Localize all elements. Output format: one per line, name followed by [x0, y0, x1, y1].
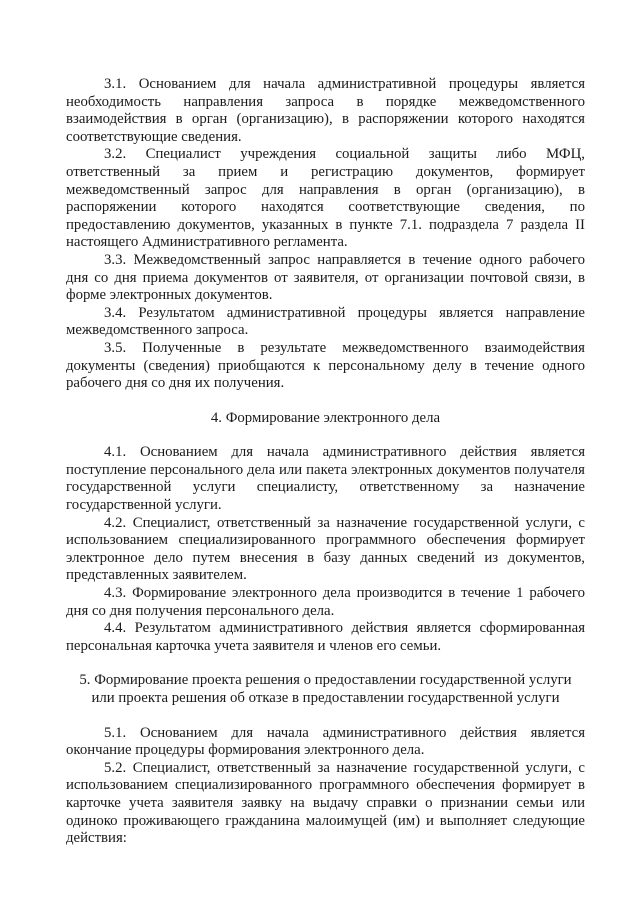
paragraph-3-1: 3.1. Основанием для начала административной процедуры является необходимость направления запроса в порядке межведомственного взаимодействия в орган (организацию), в распоряжении которого находятся соответствующие сведения. — [66, 76, 585, 145]
section-5-heading-line-1: 5. Формирование проекта решения о предоставлении государственной услуги — [79, 672, 572, 689]
paragraph-5-2: 5.2. Специалист, ответственный за назначение государственной услуги, с использованием специализированного программного обеспечения формирует в карточке учета заявителя заявку на выдачу справки о признании семьи или одиноко проживающего гражданина малоимущей (им) и выполняет следующие действия: — [66, 759, 585, 847]
paragraph-3-4: 3.4. Результатом административной процедуры является направление межведомственного запроса. — [66, 304, 585, 339]
paragraph-3-5: 3.5. Полученные в результате межведомственного взаимодействия документы (сведения) приобщаются к персональному делу в течение одного рабочего дня со дня их получения. — [66, 339, 585, 392]
section-4-heading: 4. Формирование электронного дела — [210, 409, 441, 426]
document-page — [66, 76, 585, 848]
paragraph-3-3: 3.3. Межведомственный запрос направляется в течение одного рабочего дня со дня приема документов от заявителя, от организации почтовой связи, в форме электронных документов. — [66, 251, 585, 304]
paragraph-4-2: 4.2. Специалист, ответственный за назначение государственной услуги, с использованием специализированного программного обеспечения формирует электронное дело путем внесения в базу данных сведений из документов, представленных заявителем. — [66, 514, 585, 584]
section-5-heading — [66, 672, 585, 707]
paragraph-5-1: 5.1. Основанием для начала административного действия является окончание процедуры формирования электронного дела. — [66, 724, 585, 759]
paragraph-3-2: 3.2. Специалист учреждения социальной защиты либо МФЦ, ответственный за прием и регистрацию документов, формирует межведомственный запрос для направления в орган (организацию), в распоряжении которого находятся соответствующие сведения, по предоставлению документов, указанных в пункте 7.1. подраздела 7 раздела II настоящего Административного регламента. — [66, 146, 585, 251]
paragraph-4-3: 4.3. Формирование электронного дела производится в течение 1 рабочего дня со дня получения персонального дела. — [66, 585, 585, 619]
section-5-heading-line-2: или проекта решения об отказе в предоставлении государственной услуги — [91, 690, 560, 706]
paragraph-4-1: 4.1. Основанием для начала административного действия является поступление персонального дела или пакета электронных документов получателя государственной услуги специалисту, ответственному за назначение государственной услуги. — [66, 444, 585, 514]
paragraph-4-4: 4.4. Результатом административного действия является сформированная персональная карточка учета заявителя и членов его семьи. — [66, 620, 585, 654]
